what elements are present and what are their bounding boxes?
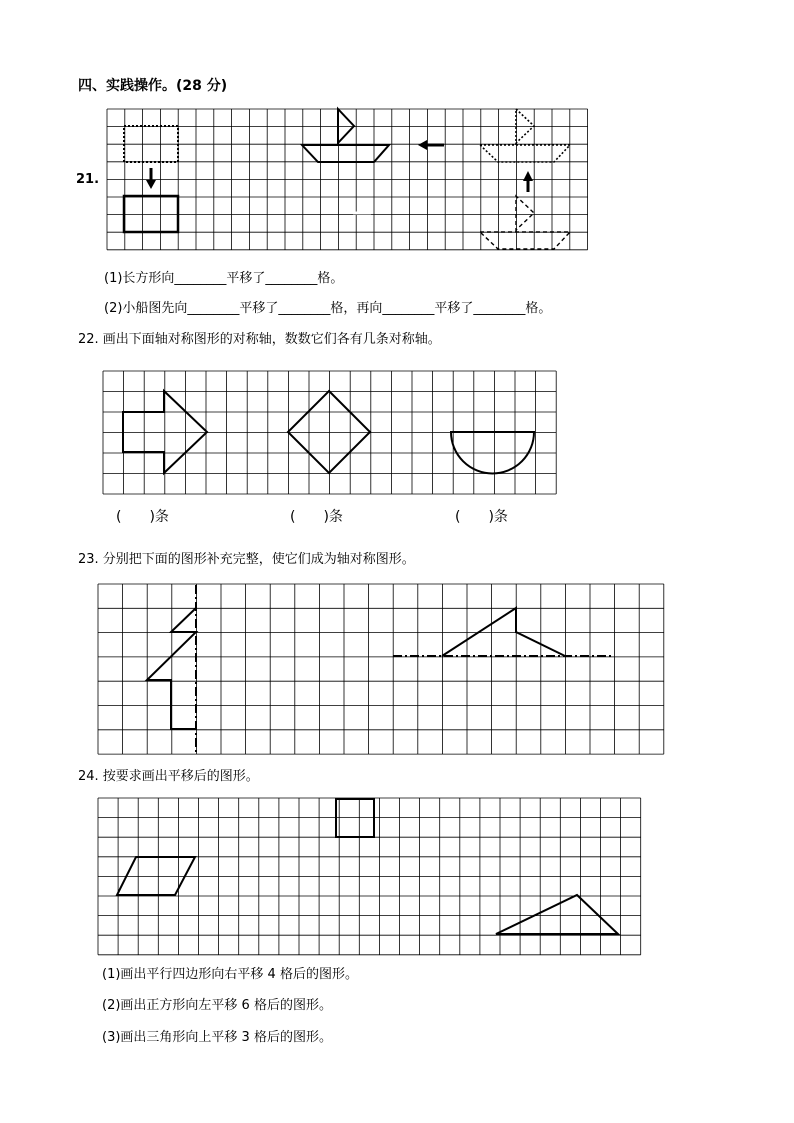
q24-item-2: (2)画出正方形向左平移 6 格后的图形。 [102, 998, 332, 1013]
q24-triangle [496, 895, 618, 934]
q21-line-2: (2)小船图先向________平移了________格，再向________平移了________格。 [104, 301, 552, 316]
q22-answer-2: ( )条 [290, 509, 343, 525]
section-title: 四、实践操作。(28 分) [78, 78, 228, 94]
q21-solid-rectangle [124, 196, 178, 232]
q24-grid [98, 798, 641, 955]
q24-square [336, 799, 374, 837]
q21-up-arrow [523, 171, 533, 192]
q21-boat-solid [302, 109, 389, 162]
q22-question: 22. 画出下面轴对称图形的对称轴，数数它们各有几条对称轴。 [78, 332, 441, 347]
q24-question: 24. 按要求画出平移后的图形。 [78, 769, 259, 784]
q24-item-1: (1)画出平行四边形向右平移 4 格后的图形。 [102, 967, 358, 982]
q21-left-arrow [418, 140, 444, 150]
q23-question: 23. 分别把下面的图形补充完整，使它们成为轴对称图形。 [78, 552, 415, 567]
q24-item-3: (3)画出三角形向上平移 3 格后的图形。 [102, 1030, 332, 1045]
q21-line-1: (1)长方形向________平移了________格。 [104, 271, 344, 286]
q23-right-figure [442, 608, 565, 656]
q22-answer-3: ( )条 [455, 509, 508, 525]
q21-boat-dashed-bottom [480, 196, 570, 249]
q21-down-arrow [146, 168, 156, 189]
q21-number: 21. [76, 172, 100, 187]
q22-square-diamond [288, 391, 370, 473]
q21-boat-dotted-top [480, 109, 570, 162]
q22-answer-1: ( )条 [116, 509, 169, 525]
